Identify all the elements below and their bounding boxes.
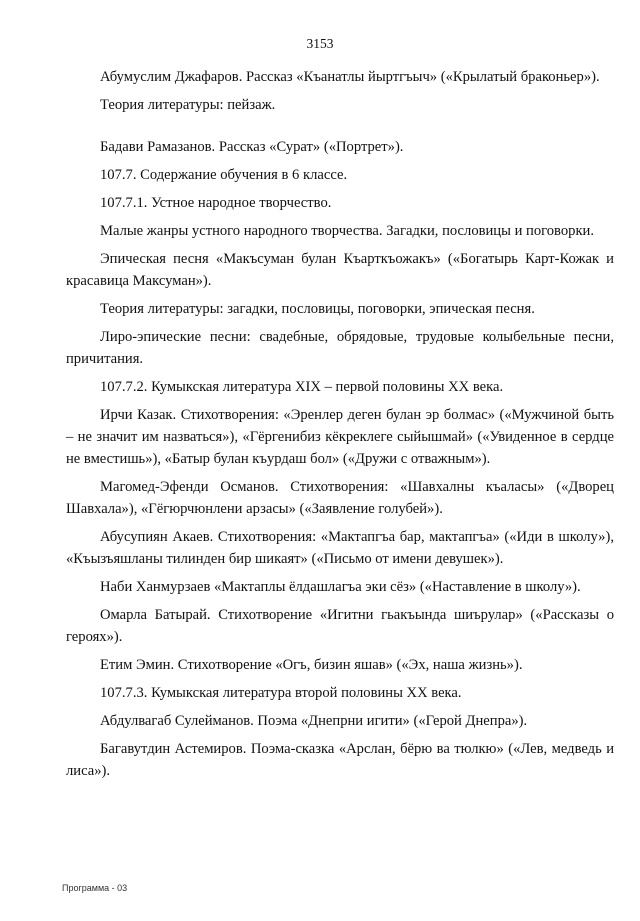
paragraph: Малые жанры устного народного творчества. Загадки, пословицы и поговорки. [100, 223, 594, 239]
paragraph: Абусупиян Акаев. Стихотворения: «Мактапгъа бар, мактапгъа» («Иди в школу»), «Къызъяшланы тилинден бир шикаят» («Письмо от имени девушек»). [66, 529, 614, 567]
page-number: 3153 [306, 36, 334, 51]
section-heading: 107.7.3. Кумыкская литература второй половины XX века. [100, 685, 462, 701]
paragraph: Теория литературы: пейзаж. [100, 97, 276, 113]
paragraph: Теория литературы: загадки, пословицы, поговорки, эпическая песня. [100, 301, 535, 317]
paragraph: Етим Эмин. Стихотворение «Огъ, бизин яшав» («Эх, наша жизнь»). [100, 657, 523, 673]
footer-label: Программа - 03 [62, 883, 128, 893]
paragraph: Багавутдин Астемиров. Поэма-сказка «Арслан, бёрю ва тюлкю» («Лев, медведь и лиса»). [66, 741, 614, 779]
paragraph: Эпическая песня «Макъсуман булан Къарткъожакъ» («Богатырь Карт-Кожак и красавица Максуман»). [66, 251, 614, 289]
paragraph: Бадави Рамазанов. Рассказ «Сурат» («Портрет»). [100, 139, 404, 155]
paragraph: Абумуслим Джафаров. Рассказ «Къанатлы йыртгъыч» («Крылатый браконьер»). [100, 69, 600, 85]
paragraph: Омарла Батырай. Стихотворение «Игитни гьакъында шиърулар» («Рассказы о героях»). [66, 607, 614, 645]
section-heading: 107.7.2. Кумыкская литература XIX – первой половины XX века. [100, 379, 504, 395]
paragraph: Лиро-эпические песни: свадебные, обрядовые, трудовые колыбельные песни, причитания. [66, 329, 614, 367]
document-body [66, 66, 614, 788]
paragraph: Наби Ханмурзаев «Мактаплы ёлдашлагъа эки сёз» («Наставление в школу»). [100, 579, 581, 595]
section-heading: 107.7. Содержание обучения в 6 классе. [100, 167, 348, 183]
section-heading: 107.7.1. Устное народное творчество. [100, 195, 332, 211]
paragraph: Ирчи Казак. Стихотворения: «Эренлер деген булан эр болмас» («Мужчиной быть – не значит им назваться»), «Гёргенибиз кёкреклеге сыйышмай» («Увиденное в сердце не вместишь»), «Батыр булан къурдаш бол» («Дружи с отважным»). [66, 407, 614, 467]
paragraph: Магомед-Эфенди Османов. Стихотворения: «Шавхалны къаласы» («Дворец Шавхала»), «Гёгюрчюнлени арзасы» («Заявление голубей»). [66, 479, 614, 517]
paragraph: Абдулвагаб Сулейманов. Поэма «Днепрни игити» («Герой Днепра»). [100, 713, 528, 729]
